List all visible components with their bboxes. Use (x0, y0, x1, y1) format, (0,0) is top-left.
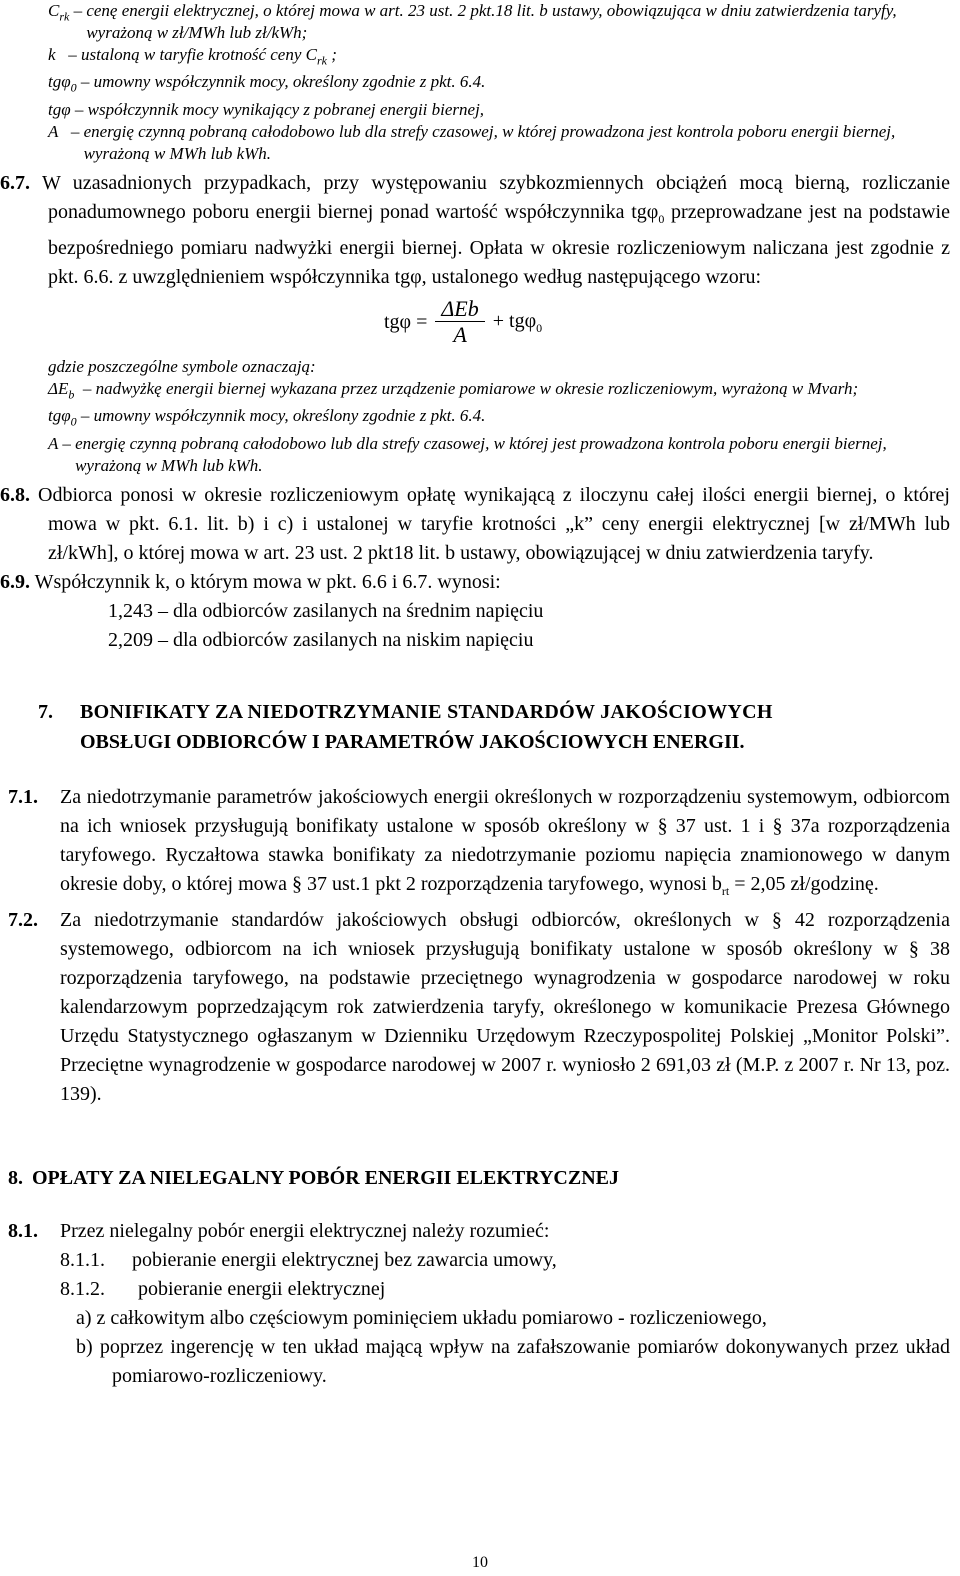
paragraph-7-1: 7.1. Za niedotrzymanie parametrów jakościowych energii określonych w rozporządzeniu systemowym, odbiorcom na ich wniosek przysługują bonifikaty ustalone w sposób określony w § 37 ust. 1 i § 37a rozporządzenia taryfowego. Ryczałtowa stawka bonifikaty za niedotrzymanie poziomu napięcia znamionowego w danym okresie doby, o której mowa § 37 ust.1 pkt 2 rozporządzenia taryfowego, wynosi $b_{rt} = 2,05$ zł/godzinę. (8, 785, 950, 898)
list-item: 2,209 – dla odbiorców zasilanych na niskim napięciu (108, 628, 534, 651)
paragraph-6-7: 6.7. W uzasadnionych przypadkach, przy występowaniu szybkozmiennych obciążeń mocą bierną, rozliczanie ponadumownego poboru energii biernej ponad wartość współczynnika tgφ$_0$ przeprowadzane jest na podstawie bezpośredniego pomiaru nadwyżki energii biernej. Opłata w okresie rozliczeniowym naliczana jest zgodnie z pkt. 6.6. z uwzględnieniem współczynnika tgφ, ustalonego według następującego wzoru: (0, 171, 950, 288)
paragraph-8-1-2: 8.1.2. pobieranie energii elektrycznej (60, 1277, 386, 1300)
definition-crk: $C_{rk}$ – cenę energii elektrycznej, o której mowa w art. 23 ust. 2 pkt.18 lit. b ustawy, obowiązująca w dniu zatwierdzenia taryfy, wyrażoną w zł/MWh lub zł/kWh; (48, 1, 897, 42)
section-heading-8: 8. OPŁATY ZA NIELEGALNY POBÓR ENERGII ELEKTRYCZNEJ (8, 1166, 619, 1189)
definition-delta-eb: $\Delta E_b$ – nadwyżkę energii biernej wykazana przez urządzenie pomiarowe w okresie rozliczeniowym, wyrażoną w Mvarh; (48, 378, 859, 402)
definitions-top (48, 0, 950, 165)
definition-tgphi0-2: tgφ$_0$ – umowny współczynnik mocy, określony zgodnie z pkt. 6.4. (48, 406, 486, 429)
page-number: 10 (472, 1554, 488, 1571)
paragraph-8-1: 8.1. Przez nielegalny pobór energii elektrycznej należy rozumieć: (8, 1219, 550, 1242)
section-heading-7: 7. BONIFIKATY ZA NIEDOTRZYMANIE STANDARDÓW JAKOŚCIOWYCH OBSŁUGI ODBIORCÓW I PARAMETRÓW JAKOŚCIOWYCH ENERGII. (38, 700, 773, 753)
symbols-intro: gdzie poszczególne symbole oznaczają: (48, 356, 316, 376)
definitions-mid (48, 378, 950, 477)
paragraph-8-1-2-b: b) poprzez ingerencję w ten układ mającą wpływ na zafałszowanie pomiarów dokonywanych przez układ pomiarowo-rozliczeniowy. (76, 1335, 950, 1387)
definition-tgphi: tgφ – współczynnik mocy wynikający z pobranej energii biernej, (48, 99, 485, 119)
formula-fraction: $\frac{\text{ΔEb}}{A}$ (435, 297, 484, 348)
definition-a-2: A – energię czynną pobraną całodobowo lub dla strefy czasowej, w której jest prowadzona kontrola poboru energii biernej, wyrażoną w MWh lub kWh. (48, 433, 887, 475)
definition-k: k – ustaloną w taryfie krotność ceny $C_{rk}$ ; (48, 45, 337, 68)
paragraph-7-2: 7.2. Za niedotrzymanie standardów jakościowych obsługi odbiorców, określonych w § 42 rozporządzenia systemowego, odbiorcom na ich wniosek przysługują bonifikaty ustalone w sposób określony w § 38 rozporządzenia taryfowego, na podstawie przeciętnego wynagrodzenia w gospodarce narodowej w roku kalendarzowym poprzedzającym rok zatwierdzenia taryfy, określonego w komunikacie Prezesa Głównego Urzędu Statystycznego ogłaszanym w Dzienniku Urzędowym Rzeczypospolitej Polskiej „Monitor Polski”. Przeciętne wynagrodzenie w gospodarce narodowej w 2007 r. wyniosło 2 691,03 zł (M.P. z 2007 r. Nr 13, poz. 139). (8, 908, 950, 1105)
definition-a: A – energię czynną pobraną całodobowo lub dla strefy czasowej, w której prowadzona jest kontrola poboru energii biernej, wyrażoną w MWh lub kWh. (48, 121, 896, 163)
definition-tgphi0: tgφ$_0$ – umowny współczynnik mocy, określony zgodnie z pkt. 6.4. (48, 72, 486, 95)
paragraph-6-8: 6.8. Odbiorca ponosi w okresie rozliczeniowym opłatę wynikającą z iloczynu całej ilości energii biernej, o której mowa w pkt. 6.1. lit. b) i c) i ustalonej w taryfie krotności „k” ceny energii elektrycznej [w zł/MWh lub zł/kWh], o której mowa w art. 23 ust. 2 pkt18 lit. b ustawy, obowiązującej w dniu zatwierdzenia taryfy. (0, 483, 950, 564)
paragraph-8-1-2-a: a) z całkowitym albo częściowym pominięciem układu pomiarowo - rozliczeniowego, (76, 1306, 767, 1329)
formula-tgphi: tgφ = $\frac{\text{ΔEb}}{A}$ + tgφ$_0$ (384, 296, 543, 348)
list-item: 1,243 – dla odbiorców zasilanych na średnim napięciu (108, 599, 544, 622)
coefficient-list (48, 597, 950, 655)
paragraph-6-9: 6.9. Współczynnik k, o którym mowa w pkt. 6.6 i 6.7. wynosi: (0, 570, 501, 593)
paragraph-8-1-1: 8.1.1. pobieranie energii elektrycznej bez zawarcia umowy, (60, 1248, 557, 1271)
